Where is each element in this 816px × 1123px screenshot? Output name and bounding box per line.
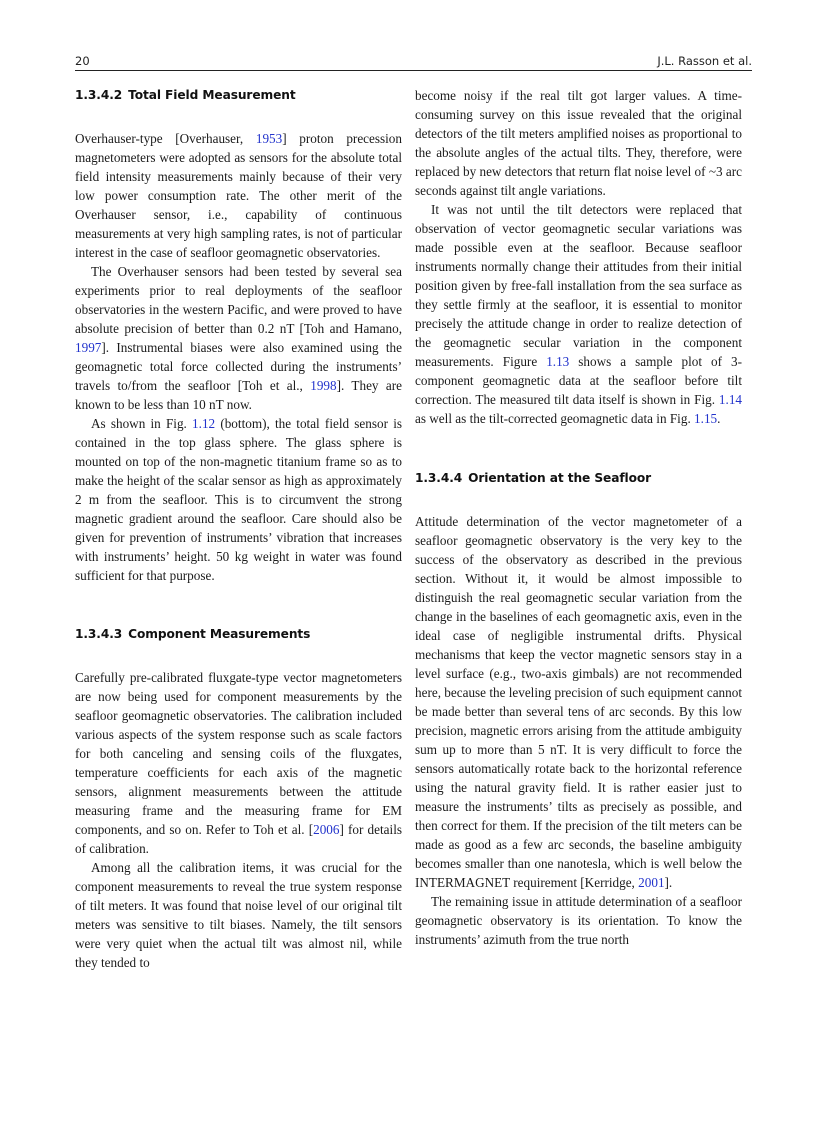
paragraph: Among all the calibration items, it was crucial for the component measurements to reveal the true system response of tilt meters. It was found that noise level of our original tilt meters was sensitive to tilt biases. Namely, the tilt sensors were very quiet when the actual tilt was almost nil, while they tended to — [75, 860, 402, 970]
paragraph: It was not until the tilt detectors were replaced that observation of vector geomagnetic secular variations was made possible even at the seafloor. Because seafloor instruments normally change their attitudes from their initial position given by free-fall installation from the sea surface as they settle firmly at the seafloor, it is essential to monitor precisely the attitude change in order to realize detection of the geomagnetic secular variation in the component measurements. Figure 1.13 shows a sample plot of 3-component geomagnetic data at the seafloor before tilt correction. The measured tilt data itself is shown in Fig. 1.14 as well as the tilt-corrected geomagnetic data in Fig. 1.15. — [415, 202, 742, 426]
page-number: 20 — [75, 54, 90, 68]
left-column — [75, 86, 402, 972]
paragraph: Attitude determination of the vector magnetometer of a seafloor geomagnetic observatory is the very key to the success of the observatory as described in the previous section. Without it, it would be almost impossible to distinguish the real geomagnetic secular variation from the change in the baselines of each geomagnetic axis, even in the ideal case of negligible instrumental drifts. Physical mechanisms that keep the vector magnetic sensors stay in a level surface (e.g., two-axis gimbals) are not recommended here, because the leveling precision of such equipment cannot be made better than several tens of arc seconds. By this low precision, magnetic errors arising from the attitude ambiguity sum up to more than 5 nT. It is very difficult to force the sensors automatically rotate back to the horizontal reference using the natural gravity field. It is rather easier just to measure the instruments’ tilts as precisely as possible, and then correct for them. If the precision of the tilt meters can be made as good as a few arc seconds, the baseline ambiguity becomes smaller than one nanotesla, which is well below the INTERMAGNET requirement [Kerridge, 2001]. — [415, 514, 743, 890]
section-title: Orientation at the Seafloor — [468, 471, 652, 485]
figure-link[interactable]: 1.14 — [718, 392, 742, 407]
section-title: Total Field Measurement — [128, 88, 296, 102]
citation-link[interactable]: 2006 — [313, 822, 340, 837]
paragraph: Overhauser-type [Overhauser, 1953] proton precession magnetometers were adopted as sensors for the absolute total field intensity measurements mainly because of their very low power consumption rate. The other merit of the Overhauser sensor, i.e., capability of continuous measurements at very high sampling rates, is not of particular interest in the case of seafloor geomagnetic observatories. — [75, 131, 402, 260]
citation-link[interactable]: 1998 — [310, 378, 337, 393]
paragraph-continued: become noisy if the real tilt got larger values. A time-consuming survey on this issue revealed that the original detectors of the tilt meters amplified noises as proportional to the absolute angles of the actual tilts. They, therefore, were replaced by new detectors that return flat noise level of ~3 arc seconds against tilt angle variations. — [415, 88, 742, 198]
paragraph: As shown in Fig. 1.12 (bottom), the total field sensor is contained in the top glass sphere. The glass sphere is mounted on top of the non-magnetic titanium frame so as to make the height of the scalar sensor as high as approximately 2 m from the seafloor. This is to circumvent the strong magnetic gradient around the seafloor. Care should also be given for prevention of instruments’ vibration that increases with instruments’ height. 50 kg weight in water was found sufficient for that purpose. — [75, 416, 402, 583]
citation-link[interactable]: 1997 — [75, 340, 102, 355]
running-head — [75, 52, 752, 71]
running-authors: J.L. Rasson et al. — [657, 54, 752, 68]
figure-link[interactable]: 1.15 — [694, 411, 718, 426]
citation-link[interactable]: 1953 — [255, 131, 283, 146]
section-number: 1.3.4.4 — [415, 471, 463, 485]
section-number: 1.3.4.2 — [75, 88, 123, 102]
section-heading-1344 — [415, 469, 742, 488]
citation-link[interactable]: 2001 — [638, 875, 665, 890]
paragraph: The Overhauser sensors had been tested by several sea experiments prior to real deployments of the seafloor observatories in the western Pacific, and were proved to have absolute precision of better than 0.2 nT [Toh and Hamano, 1997]. Instrumental biases were also examined using the geomagnetic total force collected during the instruments’ travels to/from the seafloor [Toh et al., 1998]. They are known to be less than 10 nT now. — [75, 264, 402, 412]
paragraph: Carefully pre-calibrated fluxgate-type vector magnetometers are now being used for component measurements by the seafloor geomagnetic observatories. The calibration included various aspects of the system response such as scale factors for both canceling and sensing coils of the fluxgates, temperature coefficients for each axis of the magnetic sensors, alignment measurements between the attitude measuring frame and the measuring frame for EM components, and so on. Refer to Toh et al. [2006] for details of calibration. — [75, 670, 402, 856]
paragraph: The remaining issue in attitude determination of a seafloor geomagnetic observatory is its orientation. To know the instruments’ azimuth from the true north — [415, 894, 742, 947]
section-number: 1.3.4.3 — [75, 627, 123, 641]
section-title: Component Measurements — [128, 627, 311, 641]
section-heading-1343 — [75, 625, 402, 644]
section-heading-1342 — [75, 86, 402, 105]
figure-link[interactable]: 1.13 — [546, 354, 570, 369]
right-column — [415, 86, 742, 949]
figure-link[interactable]: 1.12 — [192, 416, 216, 431]
